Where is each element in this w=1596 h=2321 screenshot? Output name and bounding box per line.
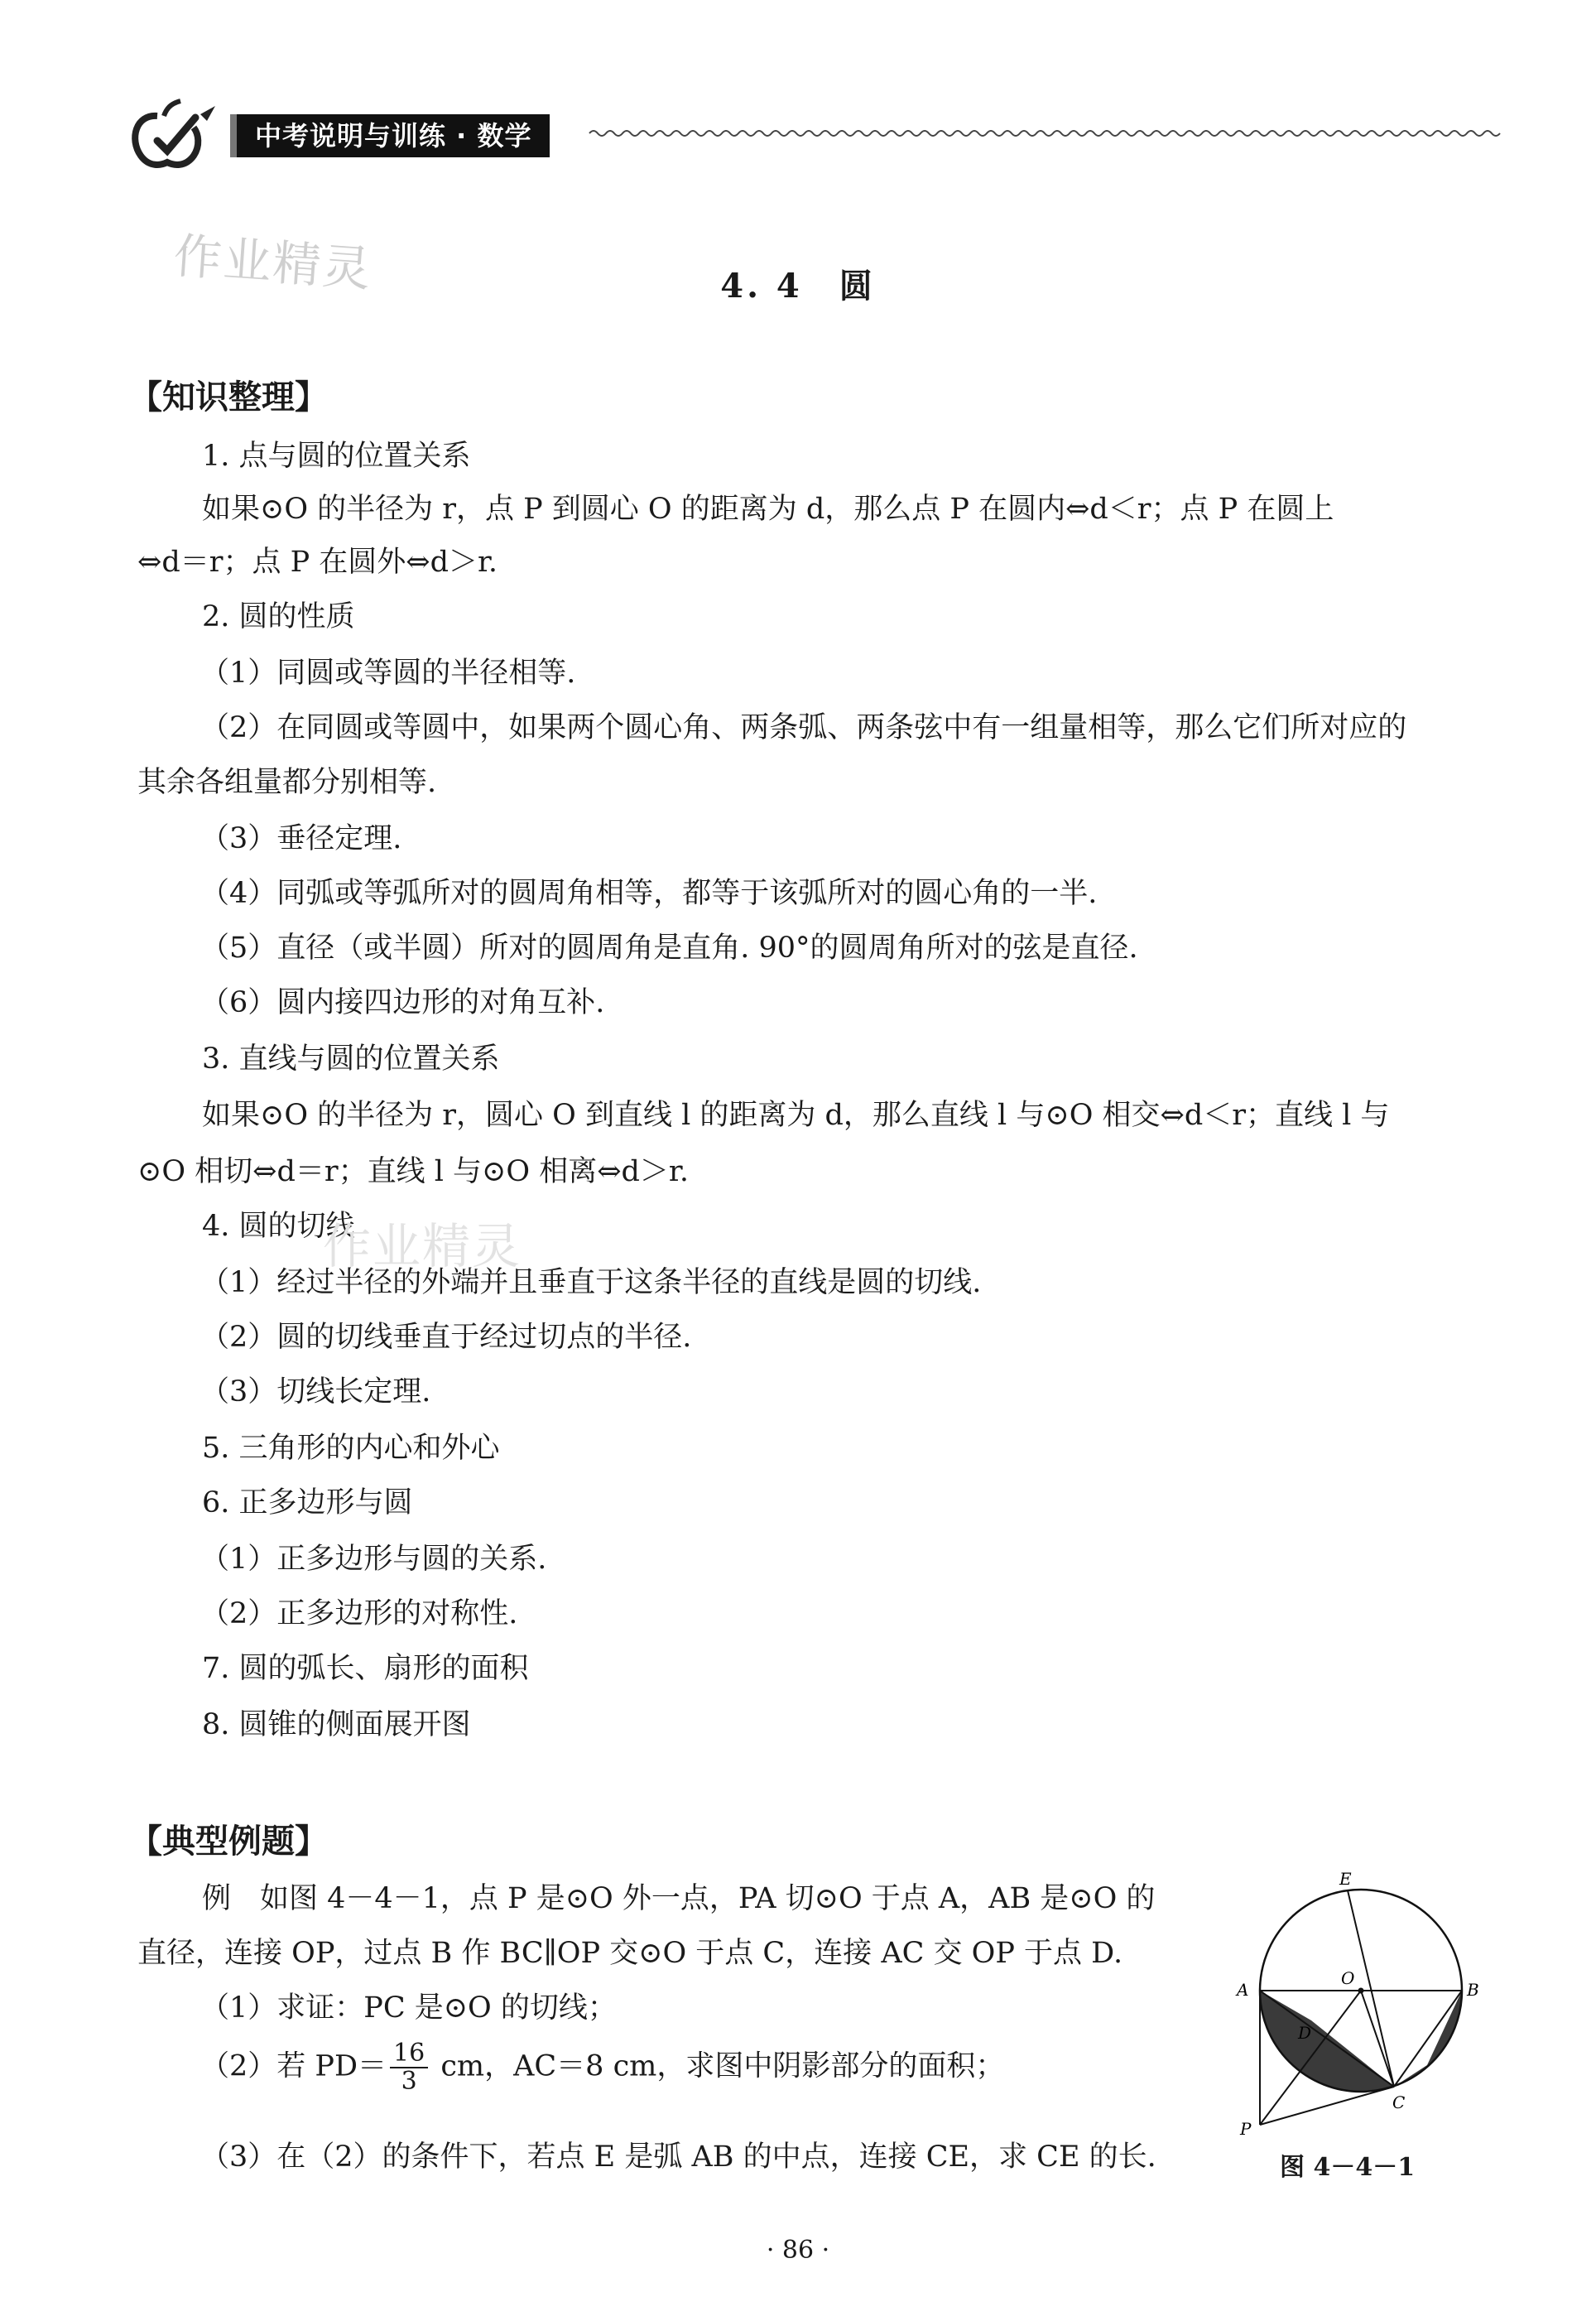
shaded-region	[1260, 1991, 1462, 2092]
knowledge-line: 4. 圆的切线	[202, 1210, 355, 1243]
label-o: O	[1341, 1968, 1355, 1988]
knowledge-line: （1）经过半径的外端并且垂直于这条半径的直线是圆的切线.	[200, 1266, 982, 1299]
examples-heading: 【典型例题】	[129, 1822, 328, 1861]
knowledge-line: （1）同圆或等圆的半径相等.	[200, 657, 576, 690]
knowledge-line: （4）同弧或等弧所对的圆周角相等，都等于该弧所对的圆心角的一半.	[200, 877, 1098, 910]
knowledge-line: 如果⊙O 的半径为 r，点 P 到圆心 O 的距离为 d，那么点 P 在圆内⇔d＜r；点 P 在圆上	[202, 493, 1334, 526]
fraction	[390, 2040, 428, 2095]
example-question-1: （1）求证：PC 是⊙O 的切线；	[200, 1991, 617, 2025]
geometry-figure	[1228, 1869, 1479, 2140]
knowledge-line: 如果⊙O 的半径为 r，圆心 O 到直线 l 的距离为 d，那么直线 l 与⊙O 相交⇔d＜r；直线 l 与	[202, 1099, 1390, 1132]
question-2-after: cm，AC＝8 cm，求图中阴影部分的面积；	[431, 2049, 1005, 2083]
knowledge-heading: 【知识整理】	[129, 378, 328, 417]
fraction-numerator: 16	[390, 2040, 428, 2068]
knowledge-line: （2）圆的切线垂直于经过切点的半径.	[200, 1321, 692, 1354]
knowledge-line: 6. 正多边形与圆	[202, 1486, 413, 1519]
label-c: C	[1392, 2092, 1406, 2112]
knowledge-line: ⊙O 相切⇔d＝r；直线 l 与⊙O 相离⇔d＞r.	[137, 1155, 689, 1188]
knowledge-line: 其余各组量都分别相等.	[137, 766, 437, 799]
watermark: 作业精灵	[171, 227, 374, 298]
fraction-denominator: 3	[401, 2067, 417, 2096]
label-d: D	[1298, 2023, 1312, 2043]
knowledge-line: 2. 圆的性质	[202, 600, 355, 633]
knowledge-line: （3）切线长定理.	[200, 1375, 431, 1408]
section-title: 4. 4 圆	[720, 267, 876, 306]
point-o	[1358, 1988, 1364, 1994]
label-e: E	[1339, 1869, 1352, 1889]
header-wavy-rule	[589, 124, 1500, 142]
knowledge-line: （1）正多边形与圆的关系.	[200, 1543, 547, 1576]
segment-pc	[1260, 2087, 1394, 2125]
knowledge-line: （5）直径（或半圆）所对的圆周角是直角. 90°的圆周角所对的弦是直径.	[200, 932, 1138, 965]
knowledge-line: 5. 三角形的内心和外心	[202, 1432, 500, 1465]
knowledge-line: 7. 圆的弧长、扇形的面积	[202, 1652, 529, 1685]
label-b: B	[1467, 1980, 1479, 2000]
example-intro-line: 例 如图 4－4－1，点 P 是⊙O 外一点，PA 切⊙O 于点 A，AB 是⊙O 的	[202, 1882, 1156, 1915]
knowledge-line: 3. 直线与圆的位置关系	[202, 1043, 500, 1076]
label-a: A	[1237, 1980, 1249, 2000]
segment-bc	[1394, 1991, 1462, 2087]
knowledge-line: ⇔d＝r；点 P 在圆外⇔d＞r.	[137, 546, 498, 579]
knowledge-line: 1. 点与圆的位置关系	[202, 440, 471, 473]
watermark: 作业精灵	[323, 1218, 522, 1274]
label-p: P	[1240, 2119, 1252, 2139]
page-number: · 86 ·	[766, 2236, 830, 2265]
example-question-3: （3）在（2）的条件下，若点 E 是弧 AB 的中点，连接 CE，求 CE 的长.	[200, 2140, 1156, 2174]
figure-caption: 图 4－4－1	[1280, 2153, 1416, 2182]
knowledge-line: （2）在同圆或等圆中，如果两个圆心角、两条弧、两条弦中有一组量相等，那么它们所对应的	[200, 711, 1407, 744]
example-intro-line: 直径，连接 OP，过点 B 作 BC∥OP 交⊙O 于点 C，连接 AC 交 OP 于点 D.	[137, 1937, 1123, 1970]
knowledge-line: （2）正多边形的对称性.	[200, 1597, 518, 1630]
question-2-before: （2）若 PD＝	[200, 2049, 387, 2083]
knowledge-line: 8. 圆锥的侧面展开图	[202, 1708, 471, 1741]
apple-logo-icon	[124, 98, 224, 172]
knowledge-line: （6）圆内接四边形的对角互补.	[200, 986, 605, 1019]
example-question-2	[200, 2040, 1004, 2095]
knowledge-line: （3）垂径定理.	[200, 822, 402, 855]
header-banner: 中考说明与训练 · 数学	[230, 114, 550, 157]
